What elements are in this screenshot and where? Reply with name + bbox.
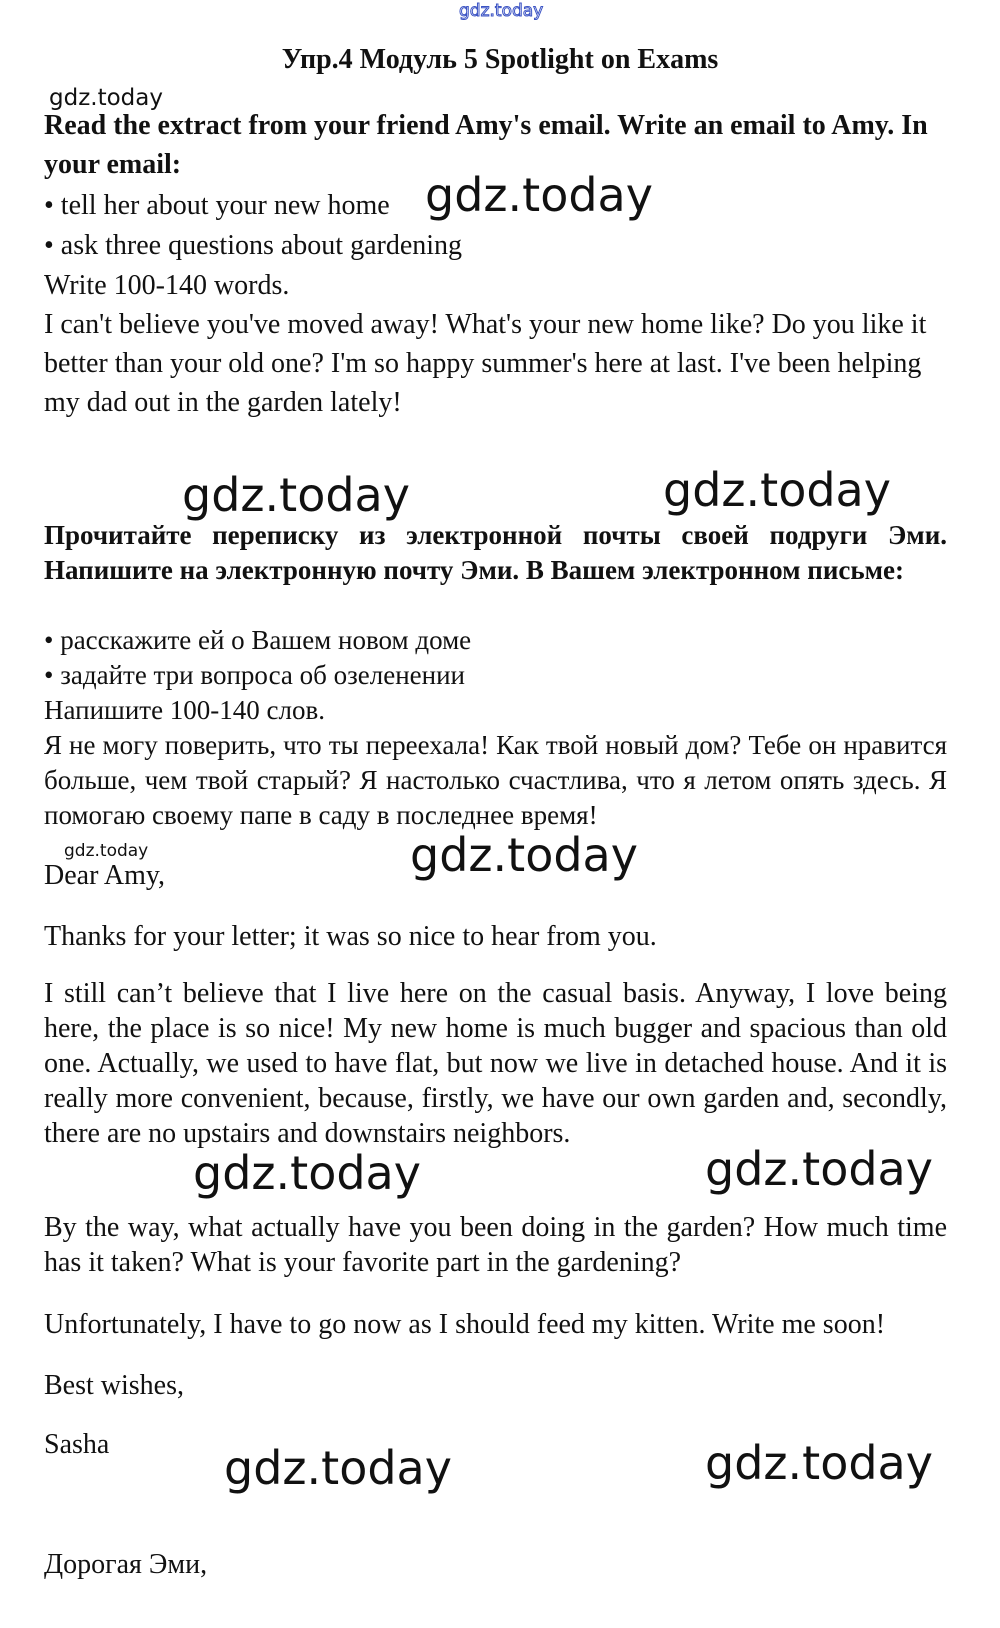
top-watermark: gdz.today (459, 1, 544, 21)
watermark-large: gdz.today (410, 828, 638, 882)
russian-word-count: Напишите 100-140 слов. (44, 695, 325, 725)
watermark-large: gdz.today (182, 468, 410, 522)
letter-paragraph-thanks: Thanks for your letter; it was so nice to hear from you. (44, 921, 657, 952)
letter-greeting: Dear Amy, (44, 860, 166, 891)
english-word-count: Write 100-140 words. (44, 270, 290, 301)
english-instruction: Read the extract from your friend Amy's email. Write an email to Amy. In your email: (44, 110, 928, 180)
english-bullet-gardening: • ask three questions about gardening (44, 230, 463, 261)
russian-letter-greeting: Дорогая Эми, (44, 1549, 208, 1580)
page-title: Упр.4 Модуль 5 Spotlight on Exams (281, 44, 719, 75)
letter-paragraph-home: I still can’t believe that I live here on the casual basis. Anyway, I love being here, the place is so nice! My new home is much bugger and spacious than old one. Actually, we used to have flat, but now we live in detached house. And it is really more convenient, because, firstly, we have our own garden and, secondly, there are no upstairs and downstairs neighbors. (44, 978, 947, 1149)
watermark-tiny: gdz.today (64, 841, 149, 861)
watermark-large: gdz.today (224, 1441, 452, 1495)
russian-bullet-home: • расскажите ей о Вашем новом доме (44, 625, 472, 655)
letter-closing: Best wishes, (44, 1370, 184, 1401)
watermark-large: gdz.today (425, 168, 653, 222)
watermark-large: gdz.today (663, 463, 891, 517)
russian-extract: Я не могу поверить, что ты переехала! Как твой новый дом? Тебе он нравится больше, чем твой старый? Я настолько счастлива, что я летом опять здесь. Я помогаю своему папе в саду в последнее время! (44, 730, 947, 830)
english-extract: I can't believe you've moved away! What's your new home like? Do you like it better than your old one? I'm so happy summer's here at last. I've been helping my dad out in the garden lately! (44, 309, 927, 418)
russian-bullet-gardening: • задайте три вопроса об озеленении (44, 660, 465, 690)
watermark-large: gdz.today (705, 1142, 933, 1196)
letter-paragraph-closing: Unfortunately, I have to go now as I should feed my kitten. Write me soon! (44, 1309, 886, 1340)
russian-instruction: Прочитайте переписку из электронной почты своей подруги Эми. Напишите на электронную почту Эми. В Вашем электронном письме: (44, 520, 947, 585)
letter-paragraph-questions: By the way, what actually have you been doing in the garden? How much time has it taken? What is your favorite part in the gardening? (44, 1212, 947, 1278)
watermark-large: gdz.today (705, 1436, 933, 1490)
letter-signature: Sasha (44, 1429, 110, 1460)
english-bullet-home: • tell her about your new home (44, 190, 390, 221)
watermark-large: gdz.today (193, 1146, 421, 1200)
watermark-small: gdz.today (49, 85, 163, 111)
